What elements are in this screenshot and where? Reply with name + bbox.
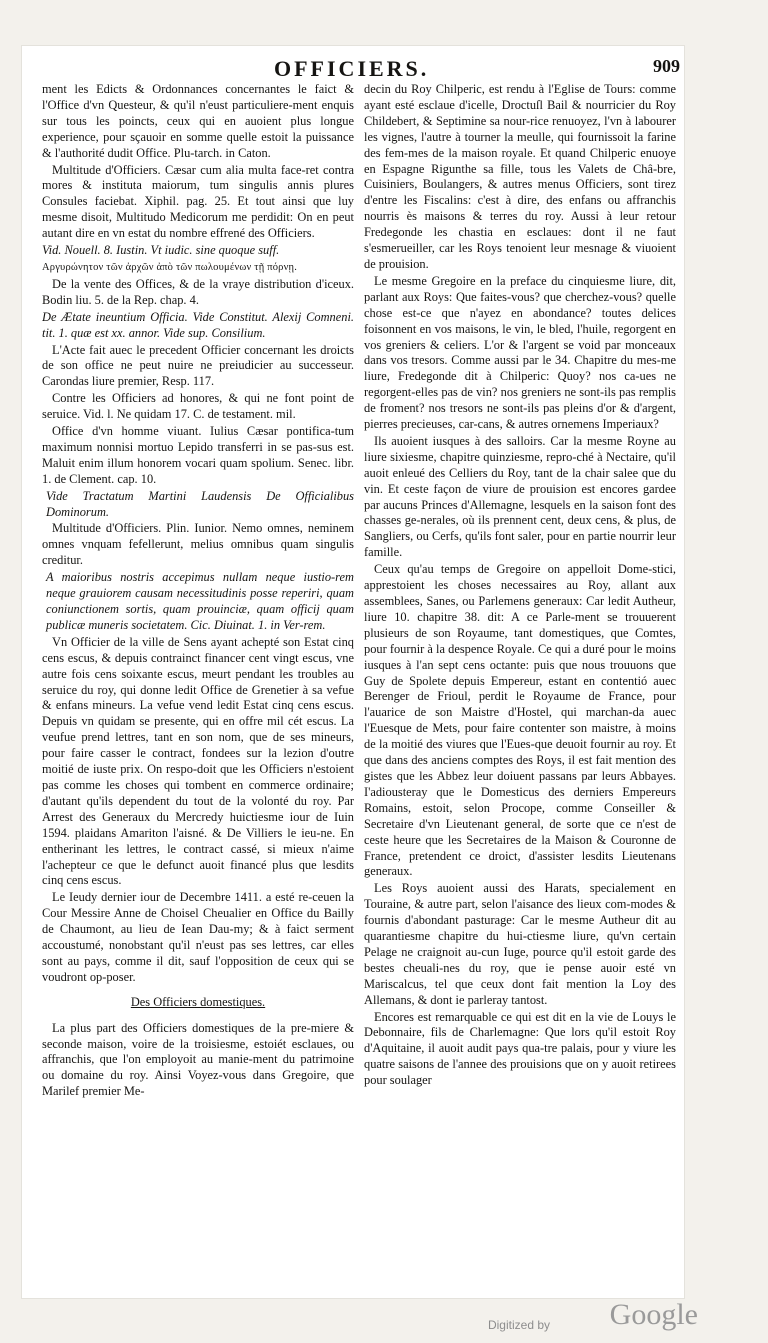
text-paragraph: Vn Officier de la ville de Sens ayant achepté son Estat cinq cens escus, & depuis contrainct financer cent vingt escus, vne autre fois cens soixante escus, meurt pendant les troubles au seruice du roy, qui donne ledit Office de Grenetier à sa vefue & enfans mineurs. La vefue vend ledit Estat cinq cens escus. Depuis vn quidam se presente, qui en offre mil cét escus. La veufue prend lettres, tant en son nom, que de ses mineurs, pour faire casser le contract, fondees sur la lezion d'outre moitié de iuste prix. On respo-doit que les Officiers n'estoient pas comme les choses qui tombent en commerce ordinaire; d'autant qu'ils dependent du tout de la volonté du roy. Par Arrest des Generaux du Mercredy huictiesme iour de Iuin 1594. plaidans Amariton l'aisné. & De Villiers le ieu-ne. En entherinant les lettres, le contract cassé, si mieux n'aime l'achepteur ce que le defunct auoit financé plus que lesdits cinq cens escus. — [42, 634, 354, 888]
running-title: OFFICIERS. — [274, 56, 430, 81]
text-paragraph: Ceux qu'au temps de Gregoire on appelloit Dome-stici, apprestoient les choses necessaires au Roy, allant aux assemblees, Sanes, ou Parlemens generaux: Car ledit Autheur, liure 10. chapitre 38. dit: A ce Parle-ment se trouuerent plusieurs de son Royaume, tant domestiques, que Comtes, pour fournir à la despence Royale. Ce qui a duré pour le moins iusques à l'an sept cens octante: puis que nous trouuons que Guy de Spolete depuis Empereur, estant en contentió auec Berenger de Frioul, perdit le Royaume de France, pour l'auarice de son Maistre d'Hostel, qui marchan-da auec l'Euesque de Mets, pour faire contenter son maistre, à moins de la moitié des viures que l'Eues-que deuoit fournir au roy. Et que dans des anciens comptes des Roys, il est fait mention des gistes que les Abbez leur doiuent passans par leurs Abbayes. I'adiousteray que le Domesticus des derniers Empereurs Romains, estoit, selon Procope, comme Conseiller & Secretaire d'vn Lieutenant general, de sorte que ce n'est de ceste heure que les Secretaires de la Maison & Couronne de France, pretendent ce droict, d'assister lesdits Lieutenans generaux. — [364, 562, 676, 879]
watermark-prefix: Digitized by — [487, 1318, 550, 1332]
section-heading — [42, 995, 354, 1011]
text-paragraph: De la vente des Offices, & de la vraye distribution d'iceux. Bodin liu. 5. de la Rep. chap. 4. — [42, 276, 354, 307]
text-paragraph: ment les Edicts & Ordonnances concernantes le faict & l'Office d'vn Questeur, & qu'il n'eust particuliere-ment enquis sur tous les poincts, ceux qui en auoient plus longue experience, pour sçauoir en somme quelle estoit la puissance & l'authorité dudit Office. Plu-tarch. in Caton. — [42, 82, 354, 160]
text-paragraph: Le Ieudy dernier iour de Decembre 1411. a esté re-ceuen la Cour Messire Anne de Choisel Cheualier en Office du Bailly de Chaumont, au lieu de Iean Dau-my; & à faict serment accoustumé, nonobstant qu'il n'eust pas ses lettres, car elles sont au pays, comme il dit, sauf l'opposition de ceux qui se voudront op-poser. — [42, 890, 354, 984]
text-paragraph: Ils auoient iusques à des salloirs. Car la mesme Royne au liure sixiesme, chapitre quinziesme, repro-ché à Nectaire, qu'il auoit enleué des Celliers du Roy, tant de la chair salee que du vin. Et ceste façon de viure de prouision est encores gardee par aucuns Princes d'Allemagne, lesquels en la saison font des chasses ge-nerales, où ils prennent cent, deux cens, & plus, de Sangliers, ou Cerfs, qu'ils font saler, pour en partie nourrir leur famille. — [364, 433, 676, 560]
text-paragraph: Multitude d'Officiers. Plin. Iunior. Nemo omnes, neminem omnes vnquam fefellerunt, melius omnibus quam singulis creditur. — [42, 521, 354, 568]
citation-paragraph: Vid. Nouell. 8. Iustin. Vt iudic. sine quoque suff. — [42, 243, 280, 258]
citation-paragraph: Αργυρώνητον τῶν ἀρχῶν ἀπὸ τῶν πωλουμένων τῇ πόρνῃ. — [42, 261, 298, 273]
text-paragraph: Encores est remarquable ce qui est dit en la vie de Louys le Debonnaire, fils de Charlemagne: Que lors qu'il estoit Roy d'Aquitaine, il auoit audit pays qua-tre palais, pour y viure les quatre saisons de l'annee des prouisions que on y auoit retirees pour soulager — [364, 1009, 676, 1088]
citation-paragraph: Vide Tractatum Martini Laudensis De Officialibus Dominorum. — [46, 488, 354, 519]
citation-paragraph: De Ætate ineuntium Officia. Vide Constitut. Alexij Comneni. tit. 1. quæ est xx. annor. Vide sup. Consilium. — [42, 309, 354, 340]
text-paragraph: decin du Roy Chilperic, est rendu à l'Eglise de Tours: comme ayant esté esclaue d'icelle, Droctuſl Bail & nourricier du Roy Childebert, & Septimine sa nour-rice renuoyez, l'vn à labourer les vignes, l'autre à tourner la meulle, qui fournissoit la farine des fem-mes de la maison royale. Et quand Chilperic enuoye en Espagne Rigunthe sa fille, tous les Valets de Châ-bre, Cuisiniers, Boulangers, & autres menus Officiers, sont tirez d'entre les Fiscalins: c'est à dire, des enfans ou affranchis nourris ès maisons & terres du roy. Aussi à leur retour Fredegonde les chastia en esclaues: dont il ne faut s'esmerueiller, car les Roys tenoient leur mesnage & viuoient de prouision. — [364, 82, 676, 271]
page-header — [22, 56, 684, 82]
section-heading-text: Des Officiers domestiques. — [130, 994, 266, 1009]
text-paragraph: Multitude d'Officiers. Cæsar cum alia multa face-ret contra mores & instituta maiorum, tum singulis annis plures Consules faciebat. Xiphil. pag. 25. Et tout ainsi que luy mesme disoit, Multitudo Medicorum me perdidit: On en peut autant dire en vn estat du nombre effrené des Officiers. — [42, 162, 354, 241]
right-column — [364, 82, 676, 1272]
text-paragraph: L'Acte fait auec le precedent Officier concernant les droicts de son office ne peut nuire ne preiudicier au successeur. Carondas liure premier, Resp. 117. — [42, 342, 354, 389]
citation-paragraph: A maioribus nostris accepimus nullam neque iustio-rem neque grauiorem causam necessitudinis posse reperiri, quam coniunctionem sortis, quam prouinciæ, quam officij quam publicæ muneris societatem. Cic. Diuinat. 1. in Ver-rem. — [46, 570, 354, 632]
book-page — [22, 46, 684, 1298]
watermark-logo: Google — [609, 1298, 698, 1331]
text-paragraph: Office d'vn homme viuant. Iulius Cæsar pontifica-tum maximum nonnisi mortuo Lepido transferri in se pas-sus est. Maluit enim illum honorem vocari quam spolium. Senec. libr. 1. de Clement. cap. 10. — [42, 424, 354, 486]
text-paragraph: Les Roys auoient aussi des Harats, specialement en Touraine, & autre part, selon l'aisance des lieux com-modes & fournis d'abondant pasturage: Car le mesme Autheur dit au quarantiesme chapitre du hui-ctiesme liure, qu'vn certain Pelage ne craignoit au-cun Iuge, pource qu'il estoit garde des bestes cheuali-nes du roy, que ie pense auoir esté vn Mariscalcus, tel que ceux dont fait mention la Loy des Allemans, & dont ie parleray tantost. — [364, 881, 676, 1007]
text-paragraph: La plus part des Officiers domestiques de la pre-miere & seconde maison, voire de la troisiesme, estoiét esclaues, ou affranchis, que l'on employoit au manie-ment du patrimoine ou domaine du roy. Ainsi Voyez-vous dans Gregoire, que Marilef premier Me- — [42, 1020, 354, 1099]
left-column — [42, 82, 354, 1272]
page-number: 909 — [653, 56, 680, 76]
text-paragraph: Contre les Officiers ad honores, & qui ne font point de seruice. Vid. l. Ne quidam 17. C. de testament. mil. — [42, 391, 354, 422]
text-paragraph: Le mesme Gregoire en la preface du cinquiesme liure, dit, parlant aux Roys: Que faites-vous? que cherchez-vous? quelle chose est-ce que n'ayez en abondance? toutes delices foisonnent en vos maisons, le vin, le bled, l'huile, regorgent en vos greniers & celiers. L'or & l'argent se void par monceaux dans vos tresors. Comme aussi par le 34. Chapitre du mes-me liure, Fredegonde dit à Chilperic: Quoy? nos ca-ues ne regorgent-elles pas de vin? nos greniers ne sont-ils pas remplis de froment? nos tresors ne sont-ils pas pleins d'or & d'argent, pierres precieuses, car-cans, & autres ornemens Imperiaux? — [364, 273, 676, 432]
